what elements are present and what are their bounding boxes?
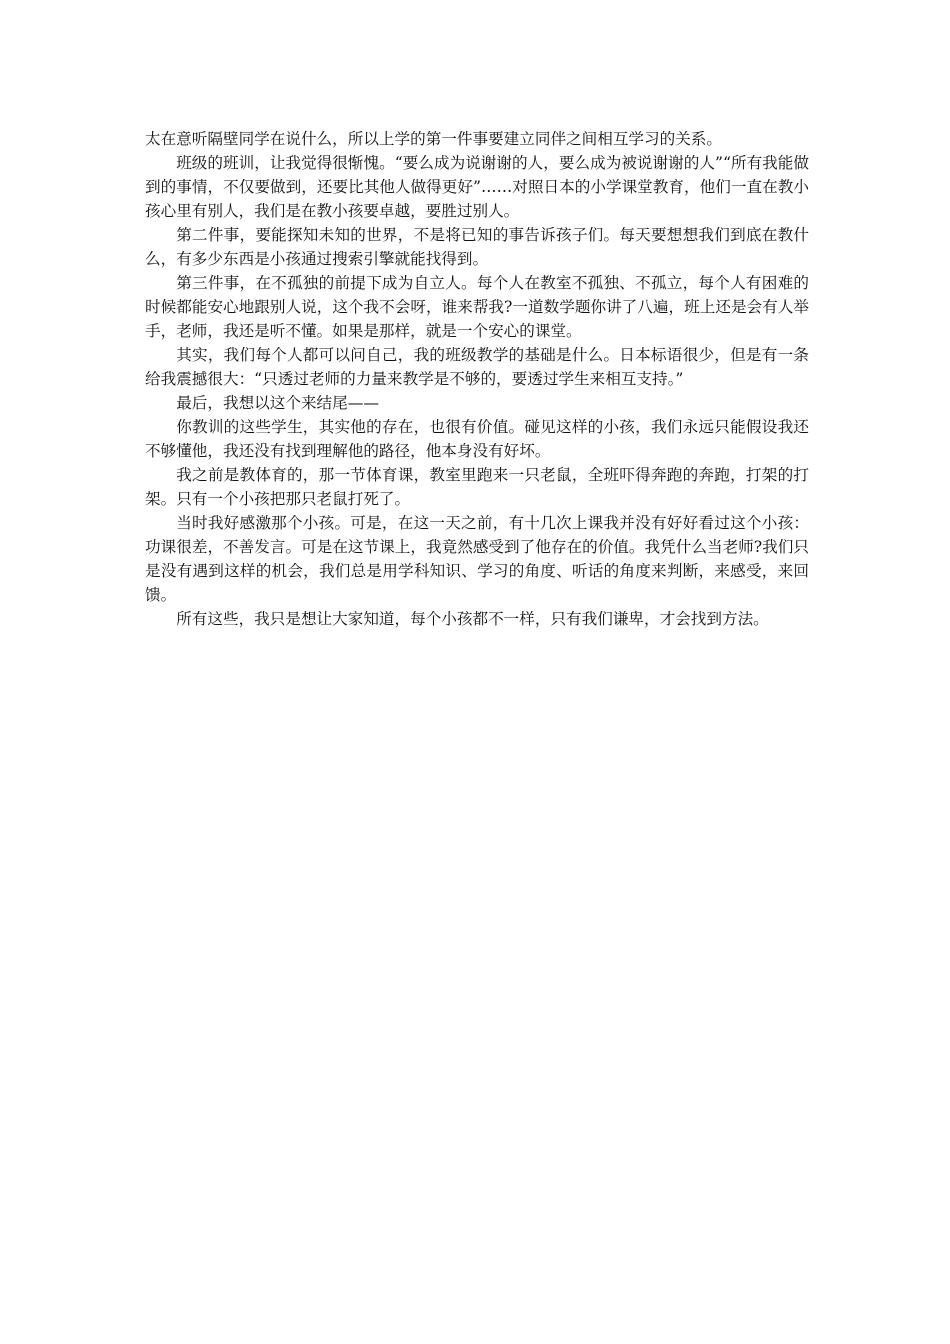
paragraph-students-value: 你教训的这些学生，其实他的存在，也很有价值。碰见这样的小孩，我们永远只能假设我还不够懂他，我还没有找到理解他的路径，他本身没有好坏。 — [145, 418, 809, 460]
paragraph-pe-class: 我之前是教体育的，那一节体育课，教室里跑来一只老鼠，全班吓得奔跑的奔跑，打架的打架。只有一个小孩把那只老鼠打死了。 — [145, 466, 809, 508]
paragraph-second-thing: 第二件事，要能探知未知的世界，不是将已知的事告诉孩子们。每天要想想我们到底在教什么，有多少东西是小孩通过搜索引擎就能找得到。 — [145, 226, 809, 268]
paragraph-continuation: 太在意听隔壁同学在说什么，所以上学的第一件事要建立同伴之间相互学习的关系。 — [145, 130, 722, 148]
article-body — [145, 127, 809, 631]
paragraph-gratitude: 当时我好感激那个小孩。可是，在这一天之前，有十几次上课我并没有好好看过这个小孩：功课很差，不善发言。可是在这节课上，我竟然感受到了他存在的价值。我凭什么当老师?我们只是没有遇到这样的机会，我们总是用学科知识、学习的角度、听话的角度来判断，来感受，来回馈。 — [145, 514, 809, 604]
paragraph-final: 所有这些，我只是想让大家知道，每个小孩都不一样，只有我们谦卑，才会找到方法。 — [176, 610, 769, 628]
paragraph-conclusion-intro: 最后，我想以这个来结尾—— — [176, 394, 379, 412]
paragraph-slogan: 其实，我们每个人都可以问自己，我的班级教学的基础是什么。日本标语很少，但是有一条给我震撼很大：“只透过老师的力量来教学是不够的，要透过学生来相互支持。” — [145, 346, 809, 388]
paragraph-third-thing: 第三件事，在不孤独的前提下成为自立人。每个人在教室不孤独、不孤立，每个人有困难的时候都能安心地跟别人说，这个我不会呀，谁来帮我?一道数学题你讲了八遍，班上还是会有人举手，老师，我还是听不懂。如果是那样，就是一个安心的课堂。 — [145, 274, 809, 340]
paragraph-class-motto: 班级的班训，让我觉得很惭愧。“要么成为说谢谢的人，要么成为被说谢谢的人”“所有我能做到的事情，不仅要做到，还要比其他人做得更好”……对照日本的小学课堂教育，他们一直在教小孩心里有别人，我们是在教小孩要卓越，要胜过别人。 — [145, 154, 809, 220]
